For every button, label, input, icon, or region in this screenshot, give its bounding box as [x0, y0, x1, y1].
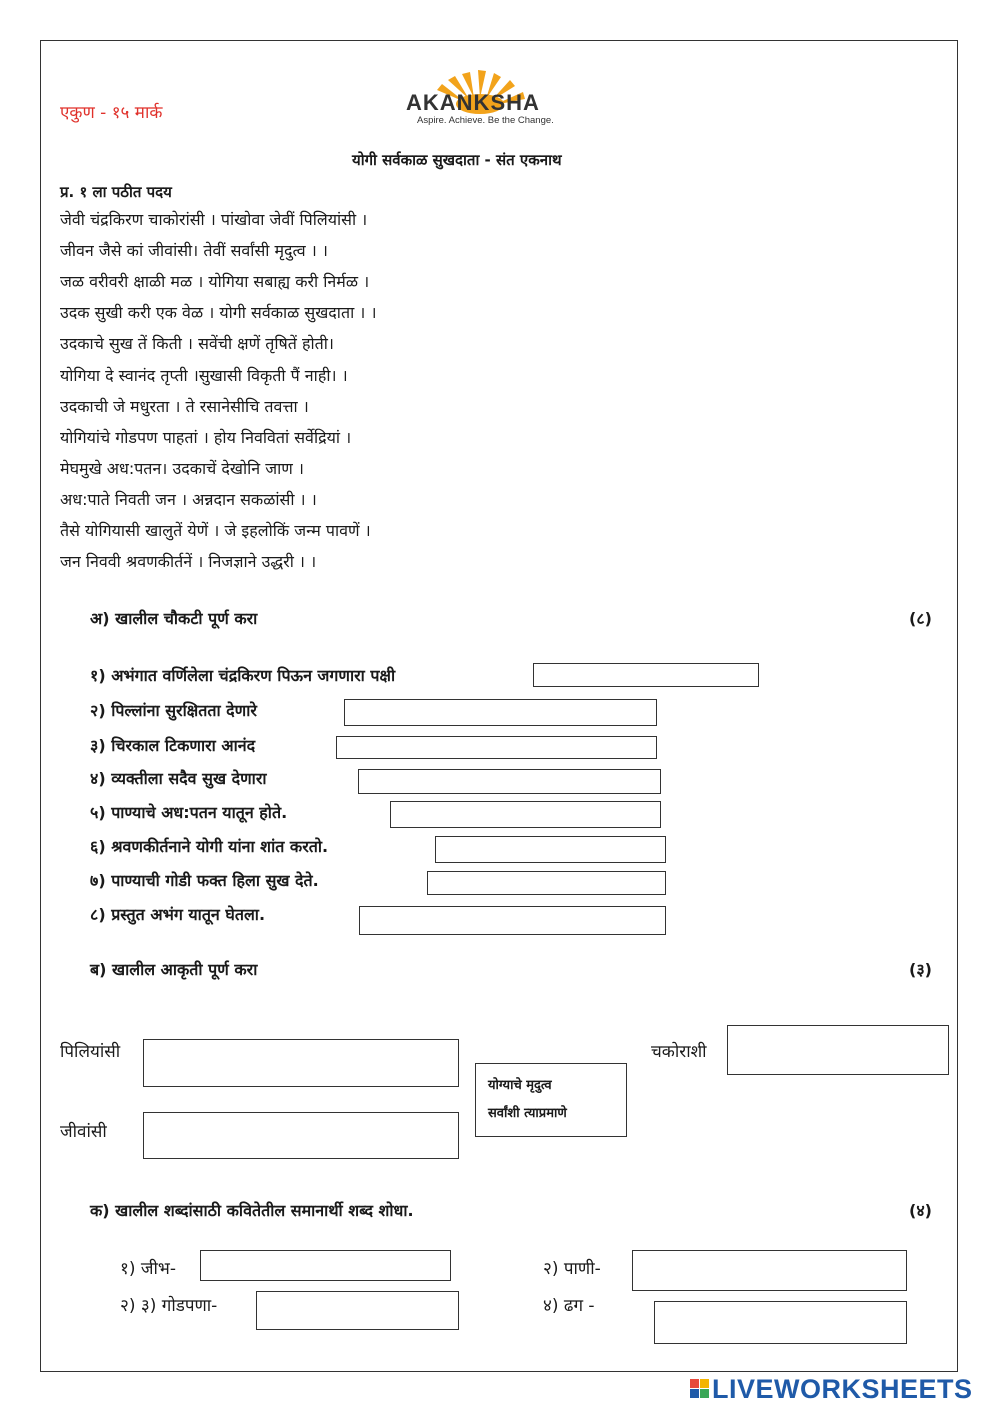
- total-marks: एकुण - १५ मार्क: [60, 103, 163, 123]
- section-a-heading: अ) खालील चौकटी पूर्ण करा: [90, 609, 258, 628]
- answer-box-6[interactable]: [435, 836, 666, 863]
- figure-label-chakorashi: चकोराशी: [651, 1042, 707, 1062]
- liveworksheets-wordmark: LIVEWORKSHEETS: [712, 1373, 973, 1404]
- poem-line: जन निववी श्रवणकीर्तनें । निजज्ञाने उद्धरी । ।: [60, 552, 317, 571]
- figure-center-box: [475, 1063, 627, 1137]
- answer-box-8[interactable]: [359, 906, 666, 935]
- section-a-marks: (८): [909, 609, 932, 628]
- question-label: ३) चिरकाल टिकणारा आनंद: [90, 736, 256, 755]
- synonym-label: २) पाणी-: [543, 1259, 601, 1279]
- logo-wordmark: AKANKSHA: [406, 90, 540, 115]
- answer-box-2[interactable]: [344, 699, 657, 726]
- synonym-box-1[interactable]: [200, 1250, 451, 1281]
- question-label: ५) पाण्याचे अध:पतन यातून होते.: [90, 803, 288, 822]
- question-label: १) अभंगात वर्णिलेला चंद्रकिरण पिऊन जगणारा पक्षी: [90, 666, 396, 685]
- synonym-label: २) ३) गोडपणा-: [120, 1296, 218, 1316]
- figure-box-jivansi[interactable]: [143, 1112, 459, 1159]
- poem-line: जीवन जैसे कां जीवांसी। तेवीं सर्वांसी मृदुत्व । ।: [60, 241, 328, 260]
- section-b-marks: (३): [909, 960, 932, 979]
- section-b-heading: ब) खालील आकृती पूर्ण करा: [90, 960, 258, 979]
- poem-line: तैसे योगियासी खालुतें येणें । जे इहलोकिं जन्म पावणें ।: [60, 521, 371, 540]
- poem-line: अध:पाते निवती जन । अन्नदान सकळांसी । ।: [60, 490, 317, 509]
- poem-line: मेघमुखे अध:पतन। उदकाचें देखोनि जाण ।: [60, 459, 304, 478]
- question-label: ४) व्यक्तीला सदैव सुख देणारा: [90, 769, 267, 788]
- question-label: ८) प्रस्तुत अभंग यातून घेतला.: [90, 905, 266, 924]
- question-label: २) पिल्लांना सुरक्षितता देणारे: [90, 701, 257, 720]
- poem-line: जळ वरीवरी क्षाळी मळ । योगिया सबाह्य करी निर्मळ ।: [60, 272, 370, 291]
- poem-line: योगियांचे गोडपण पाहतां । होय निववितां सर्वेद्रियां ।: [60, 428, 352, 447]
- answer-box-1[interactable]: [533, 663, 759, 687]
- figure-label-pilliyansi: पिलियांसी: [60, 1042, 121, 1062]
- synonym-box-3[interactable]: [256, 1291, 459, 1330]
- section-c-heading: क) खालील शब्दांसाठी कवितेतील समानार्थी शब्द शोधा.: [90, 1201, 414, 1220]
- synonym-box-2[interactable]: [632, 1250, 907, 1291]
- answer-box-5[interactable]: [390, 801, 661, 828]
- figure-box-chakorashi[interactable]: [727, 1025, 949, 1075]
- synonym-box-4[interactable]: [654, 1301, 907, 1344]
- question-label: ७) पाण्याची गोडी फक्त हिला सुख देते.: [90, 871, 319, 890]
- poem-line: उदक सुखी करी एक वेळ । योगी सर्वकाळ सुखदाता । ।: [60, 303, 377, 322]
- figure-center-line: सर्वांशी त्याप्रमाणे: [488, 1106, 567, 1121]
- poem-line: उदकाचे सुख तें किती । सवेंची क्षणें तृषितें होती।: [60, 334, 334, 353]
- page-title: योगी सर्वकाळ सुखदाता - संत एकनाथ: [352, 151, 562, 169]
- section-c-marks: (४): [909, 1201, 932, 1220]
- akanksha-logo: [400, 68, 560, 128]
- figure-label-jivansi: जीवांसी: [60, 1122, 107, 1142]
- answer-box-7[interactable]: [427, 871, 666, 895]
- synonym-label: ४) ढग -: [543, 1296, 595, 1316]
- question-label: ६) श्रवणकीर्तनाने योगी यांना शांत करतो.: [90, 837, 329, 856]
- figure-center-line: योग्याचे मृदुत्व: [488, 1078, 552, 1093]
- poem-line: योगिया दे स्वानंद तृप्ती ।सुखासी विकृती पैं नाही। ।: [60, 366, 348, 385]
- answer-box-3[interactable]: [336, 736, 657, 759]
- figure-box-pilliyansi[interactable]: [143, 1039, 459, 1087]
- liveworksheets-footer: [690, 1372, 973, 1406]
- logo-tagline: Aspire. Achieve. Be the Change.: [417, 115, 554, 126]
- synonym-label: १) जीभ-: [120, 1259, 176, 1279]
- answer-box-4[interactable]: [358, 769, 661, 794]
- question-heading: प्र. १ ला पठीत पदय: [60, 183, 172, 201]
- liveworksheets-logo-icon: [690, 1377, 710, 1401]
- poem-line: उदकाची जे मधुरता । ते रसानेसीचि तवत्ता ।: [60, 397, 309, 416]
- poem-line: जेवी चंद्रकिरण चाकोरांसी । पांखोवा जेवीं पिलियांसी ।: [60, 210, 368, 229]
